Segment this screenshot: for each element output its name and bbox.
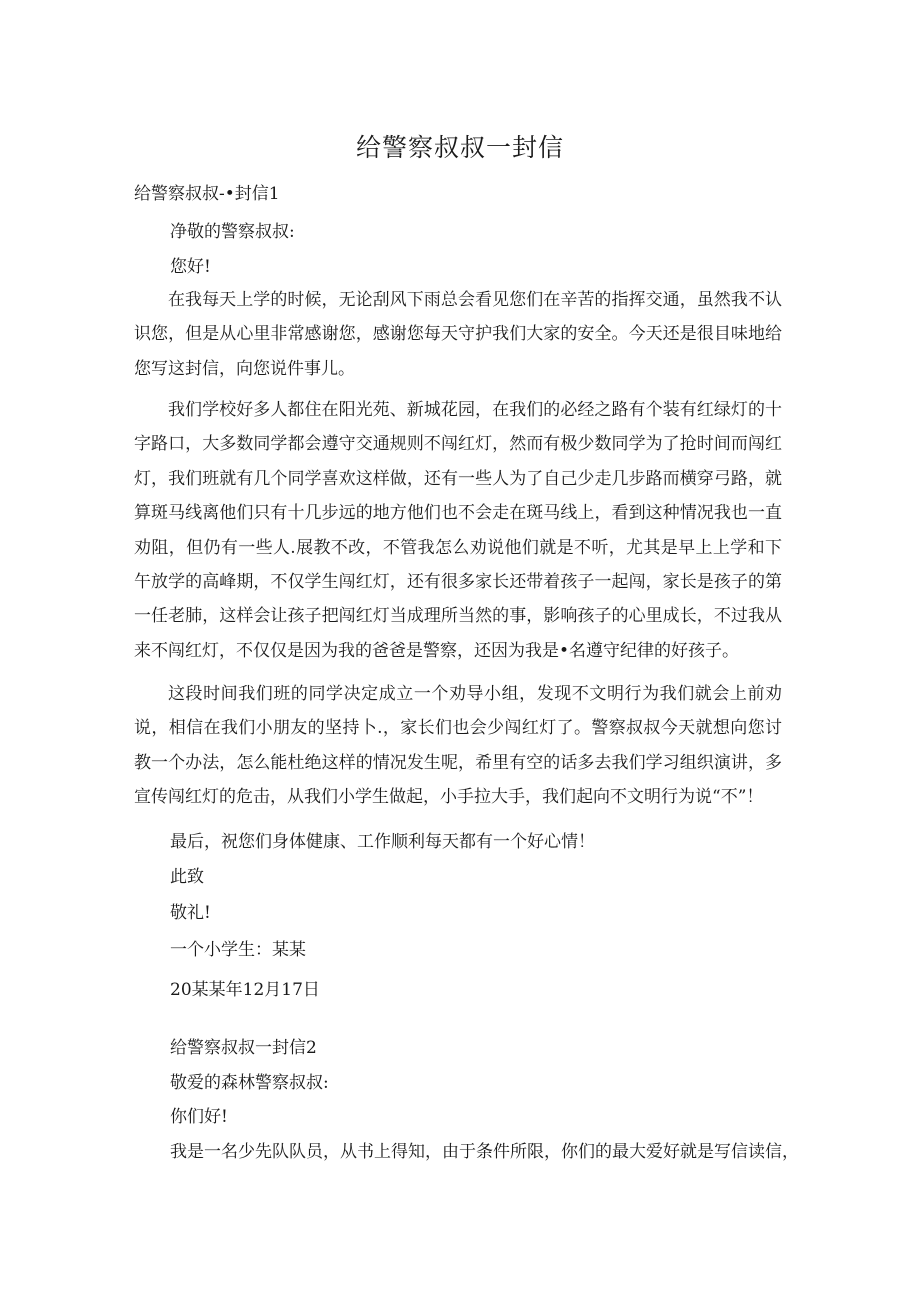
letter1-salutation: 净敬的警察叔叔: — [170, 222, 295, 242]
document-title: 给警察叔叔一封信 — [355, 133, 564, 162]
letter1-heading: 给警察叔叔-•封信1 — [134, 184, 280, 204]
letter1-wishes: 最后，祝您们身体健康、工作顺利每天都有一个好心情！ — [170, 832, 595, 852]
letter1-paragraph-1: 在我每天上学的时候，无论刮风下雨总会看见您们在辛苦的指挥交通，虽然我不认识您，但是从心里非常感谢您，感谢您每天守护我们大家的安全。今天还是很目味地给您写这封信，向您说件事儿。 — [134, 290, 782, 379]
letter1-greeting: 您好! — [170, 257, 211, 277]
letter2-greeting: 你们好! — [170, 1107, 228, 1127]
letter2-salutation: 敬爱的森林警察叔叔: — [170, 1073, 329, 1093]
letter1-paragraph-3: 这段时间我们班的同学决定成立一个劝导小组，发现不文明行为我们就会上前劝说，相信在我们小朋友的坚持卜.，家长们也会少闯红灯了。警察叔叔今天就想向您讨教一个办法，怎么能杜绝这样的情况发生呢，希里有空的话多去我们学习组织演讲，多宣传闯红灯的危击，从我们小学生做起，小手拉大手，我们起向不文明行为说“不”！ — [134, 684, 782, 808]
letter1-signature: 一个小学生：某某 — [170, 940, 306, 960]
letter1-closing-2: 敬礼! — [170, 903, 211, 923]
letter1-closing-1: 此致 — [170, 867, 204, 887]
letter2-first-line: 我是一名少先队队员，从书上得知，由于条件所限，你们的最大爱好就是写信读信， — [170, 1142, 799, 1162]
letter1-paragraph-2: 我们学校好多人都住在阳光苑、新城花园，在我们的必经之路有个装有红绿灯的十字路口，大多数同学都会遵守交通规则不闯红灯，然而有极少数同学为了抢时间而闯红灯，我们班就有几个同学喜欢这样做，还有一些人为了自己少走几步路而横穿弓路，就算斑马线离他们只有十几步远的地方他们也不会走在斑马线上，看到这种情况我也一直劝阻，但仍有一些人.展教不改，不管我怎么劝说他们就是不听，尤其是早上上学和下午放学的高峰期，不仅学生闯红灯，还有很多家长还带着孩子一起闯，家长是孩子的第一任老肺，这样会让孩子把闯红灯当成理所当然的事，影响孩子的心里成长，不过我从来不闯红灯，不仅仅是因为我的爸爸是警察，还因为我是•名遵守纪律的好孩子。 — [134, 400, 782, 661]
letter1-date: 20某某年12月17日 — [170, 980, 320, 1000]
letter2-heading: 给警察叔叔一封信2 — [170, 1038, 317, 1058]
